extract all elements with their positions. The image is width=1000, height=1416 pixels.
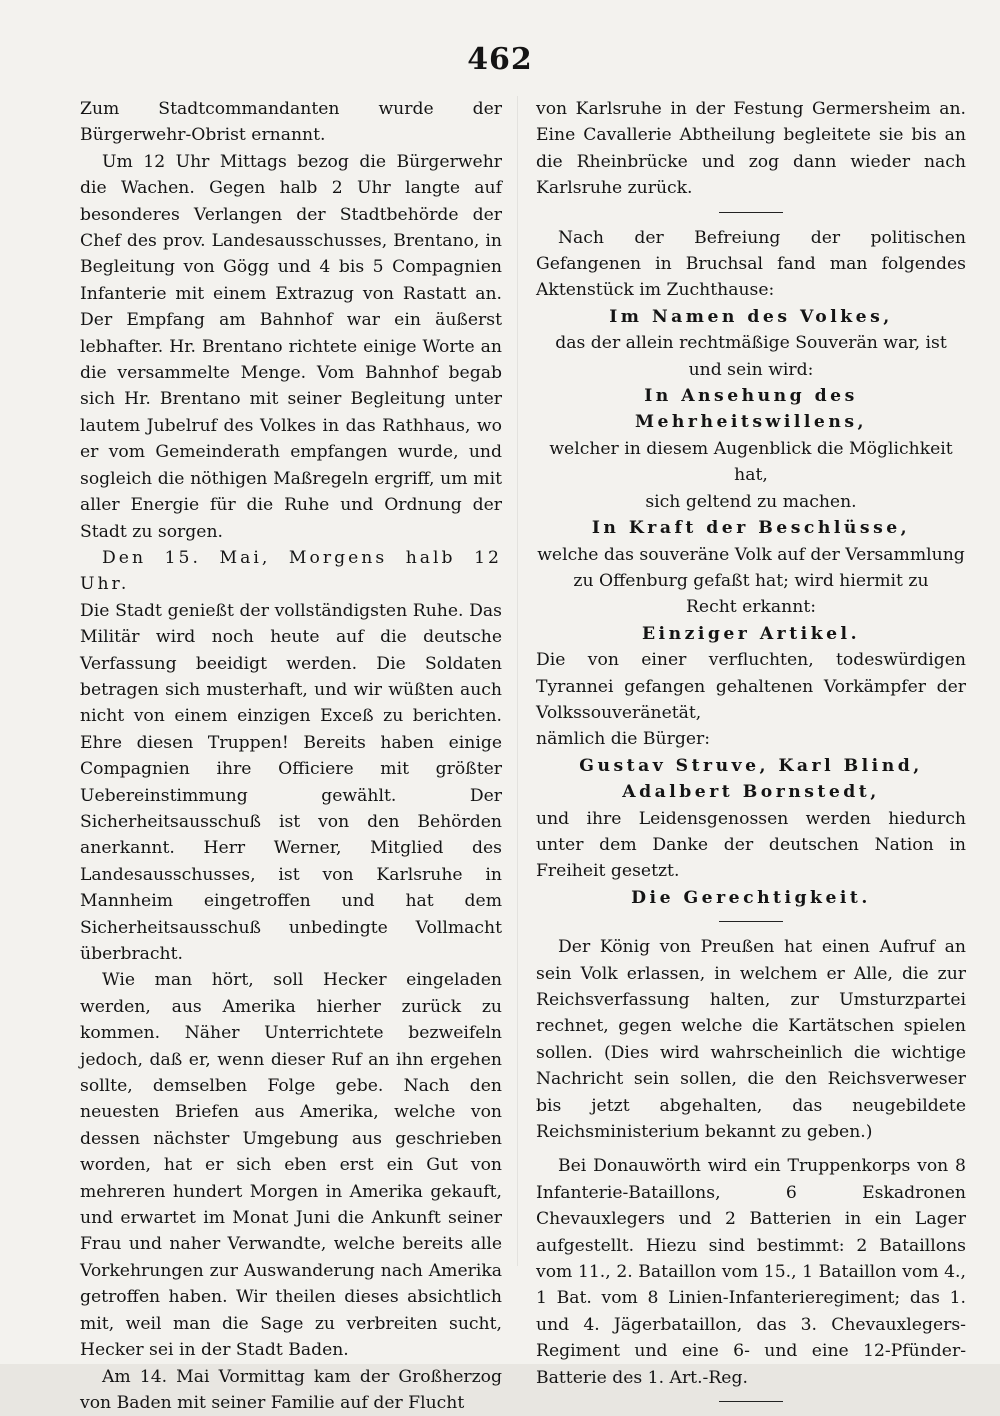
paragraph-grand-duke: Am 14. Mai Vormittag kam der Großherzog von Baden mit seiner Familie auf der Flucht xyxy=(80,1364,502,1416)
decree-names: Gustav Struve, Karl Blind, xyxy=(536,753,966,779)
dateline: Den 15. Mai, Morgens halb 12 Uhr. xyxy=(80,545,502,598)
paragraph-donauwoerth: Bei Donauwörth wird ein Truppenkorps von 8 Infanterie-Bataillons, 6 Eskadronen Chevauxlegers und 2 Batterien in ein Lager aufgestellt. Hiezu sind bestimmt: 2 Bataillons vom 11., 2. Bataillon vom 15., 1 Bataillon vom 4., 1 Bat. vom 8 Linien-Infanterieregiment; das 1. und 4. Jägerbataillon, das 3. Chevauxlegers-Regiment und eine 6- und eine 12-Pfünder-Batterie des 1. Art.-Reg. xyxy=(536,1153,966,1391)
decree-body: Die von einer verfluchten, todeswürdigen Tyrannei gefangen gehaltenen Vorkämpfer der Volkssouveränetät, xyxy=(536,647,966,726)
decree-line: sich geltend zu machen. xyxy=(536,489,966,515)
decree-line: das der allein rechtmäßige Souverän war, ist xyxy=(536,330,966,356)
paragraph-commandant: Zum Stadtcommandanten wurde der Bürgerwehr-Obrist ernannt. xyxy=(80,96,502,149)
paragraph-bruchsal-intro: Nach der Befreiung der politischen Gefangenen in Bruchsal fand man folgendes Aktenstück im Zuchthause: xyxy=(536,225,966,304)
paragraph-hecker: Wie man hört, soll Hecker eingeladen werden, aus Amerika hierher zurück zu kommen. Näher Unterrichtete bezweifeln jedoch, daß er, wenn dieser Ruf an ihn ergehen sollte, demselben Folge gebe. Nach den neuesten Briefen aus Amerika, welche von dessen nächster Umgebung aus geschrieben worden, hat er sich eben erst ein Gut von mehreren hundert Morgen in Amerika gekauft, und erwartet im Monat Juni die Ankunft seiner Frau und naher Verwandte, welche bereits alle Vorkehrungen zur Auswanderung nach Amerika getroffen haben. Wir theilen dieses absichtlich mit, weil man die Sage zu verbreiten sucht, Hecker sei in der Stadt Baden. xyxy=(80,967,502,1363)
page-number: 462 xyxy=(0,42,1000,77)
decree-heading: In Ansehung des Mehrheitswillens, xyxy=(536,383,966,436)
section-rule xyxy=(719,921,783,922)
right-column xyxy=(536,96,966,1414)
section-rule xyxy=(719,212,783,213)
decree-heading: In Kraft der Beschlüsse, xyxy=(536,515,966,541)
spacer xyxy=(536,1145,966,1153)
decree-body: und ihre Leidensgenossen werden hiedurch unter dem Danke der deutschen Nation in Freiheit gesetzt. xyxy=(536,806,966,885)
paragraph-brentano-arrival: Um 12 Uhr Mittags bezog die Bürgerwehr die Wachen. Gegen halb 2 Uhr langte auf besonderes Verlangen der Stadtbehörde der Chef des prov. Landesausschusses, Brentano, in Begleitung von Gögg und 4 bis 5 Compagnien Infanterie mit einem Extrazug von Rastatt an. Der Empfang am Bahnhof war ein äußerst lebhafter. Hr. Brentano richtete einige Worte an die versammelte Menge. Vom Bahnhof begab sich Hr. Brentano mit seiner Begleitung unter lautem Jubelruf des Volkes in das Rathhaus, wo er vom Gemeinderath empfangen wurde, und sogleich die nöthigen Maßregeln ergriff, um mit aller Energie für die Ruhe und Ordnung der Stadt zu sorgen. xyxy=(80,149,502,545)
decree-line: zu Offenburg gefaßt hat; wird hiermit zu xyxy=(536,568,966,594)
decree-document xyxy=(536,304,966,911)
paragraph-military: Die Stadt genießt der vollständigsten Ruhe. Das Militär wird noch heute auf die deutsche Verfassung beeidigt werden. Die Soldaten betragen sich musterhaft, und wir wüßten auch nicht von einem einzigen Exceß zu berichten. Ehre diesen Truppen! Bereits haben einige Compagnien ihre Officiere mit größter Uebereinstimmung gewählt. Der Sicherheitsausschuß ist von den Behörden anerkannt. Herr Werner, Mitglied des Landesausschusses, ist von Karlsruhe in Mannheim eingetroffen und hat dem Sicherheitsausschuß unbedingte Vollmacht überbracht. xyxy=(80,598,502,968)
decree-heading: Im Namen des Volkes, xyxy=(536,304,966,330)
decree-line: welcher in diesem Augenblick die Möglichkeit hat, xyxy=(536,436,966,489)
column-divider xyxy=(517,96,518,1266)
decree-article-title: Einziger Artikel. xyxy=(536,621,966,647)
paragraph-continuation: von Karlsruhe in der Festung Germersheim an. Eine Cavallerie Abtheilung begleitete sie bis an die Rheinbrücke und zog dann wieder nach Karlsruhe zurück. xyxy=(536,96,966,202)
decree-signature: Die Gerechtigkeit. xyxy=(536,885,966,911)
decree-names: Adalbert Bornstedt, xyxy=(536,779,966,805)
section-rule xyxy=(719,1401,783,1402)
decree-line: welche das souveräne Volk auf der Versammlung xyxy=(536,542,966,568)
decree-line: Recht erkannt: xyxy=(536,594,966,620)
paragraph-prussia: Der König von Preußen hat einen Aufruf an sein Volk erlassen, in welchem er Alle, die zur Reichsverfassung halten, zur Umsturzpartei rechnet, gegen welche die Kartätschen spielen sollen. (Dies wird wahrscheinlich die wichtige Nachricht sein sollen, die den Reichsverweser bis jetzt abgehalten, das neugebildete Reichsministerium bekannt zu geben.) xyxy=(536,934,966,1145)
left-column xyxy=(80,96,502,1416)
decree-names-intro: nämlich die Bürger: xyxy=(536,726,966,752)
decree-line: und sein wird: xyxy=(536,357,966,383)
